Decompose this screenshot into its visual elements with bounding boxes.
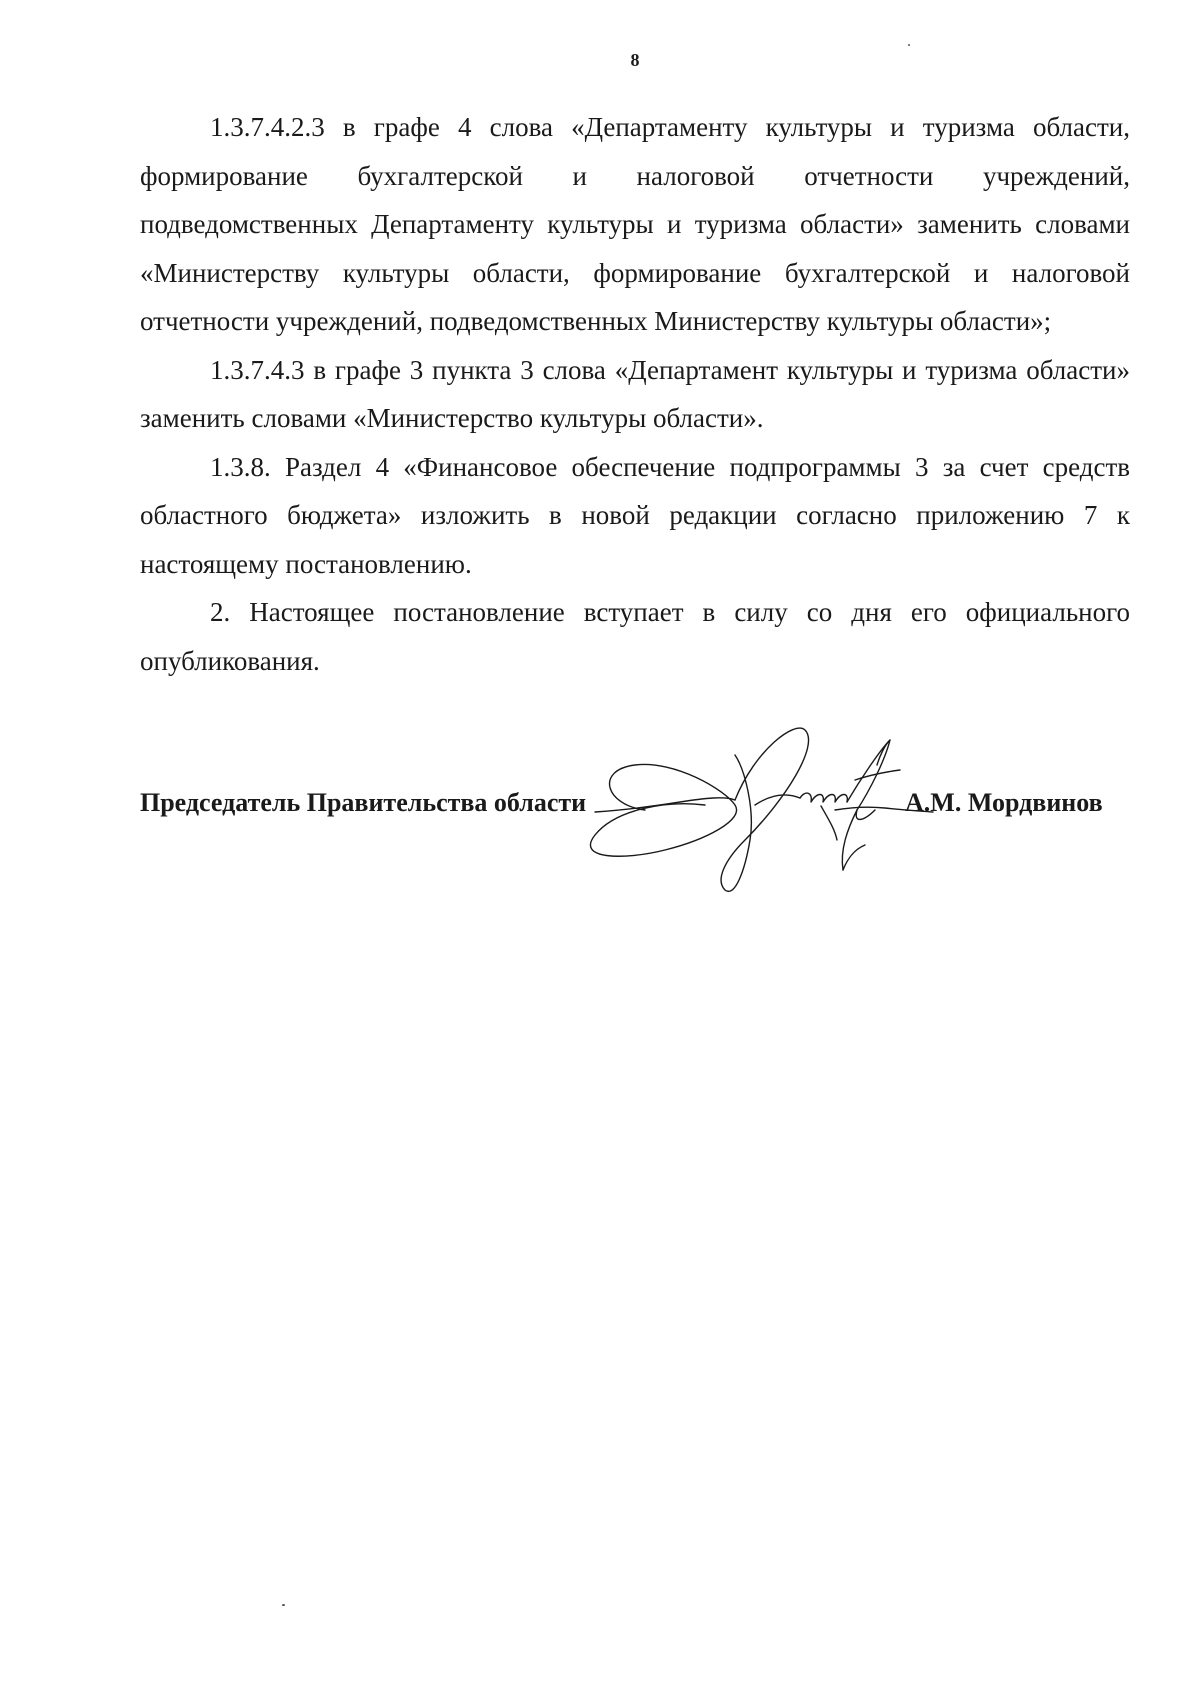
scan-speck: [908, 44, 910, 46]
signatory-name: А.М. Мордвинов: [905, 788, 1103, 817]
paragraph-2: 2. Настоящее постановление вступает в силу со дня его официального опубликования.: [140, 597, 1130, 676]
paragraph-1-3-8: 1.3.8. Раздел 4 «Финансовое обеспечение подпрограммы 3 за счет средств областного бюджета» изложить в новой редакции согласно приложению 7 к настоящему постановлению.: [140, 451, 1130, 579]
page-number: 8: [630, 50, 640, 70]
scan-speck: [282, 1604, 285, 1606]
handwritten-signature: [585, 710, 945, 910]
paragraph-1-3-7-4-2-3: 1.3.7.4.2.3 в графе 4 слова «Департаменту культуры и туризма области, формирование бухгалтерской и налоговой отчетности учреждений, подведомственных Департаменту культуры и туризма области» заменить словами «Министерству культуры области, формирование бухгалтерской и налоговой отчетности учреждений, подведомственных Министерству культуры области»;: [140, 112, 1130, 336]
document-body: [140, 103, 1130, 685]
paragraph-1-3-7-4-3: 1.3.7.4.3 в графе 3 пункта 3 слова «Департамент культуры и туризма области» заменить словами «Министерство культуры области».: [140, 354, 1130, 433]
signatory-title: Председатель Правительства области: [140, 788, 587, 817]
